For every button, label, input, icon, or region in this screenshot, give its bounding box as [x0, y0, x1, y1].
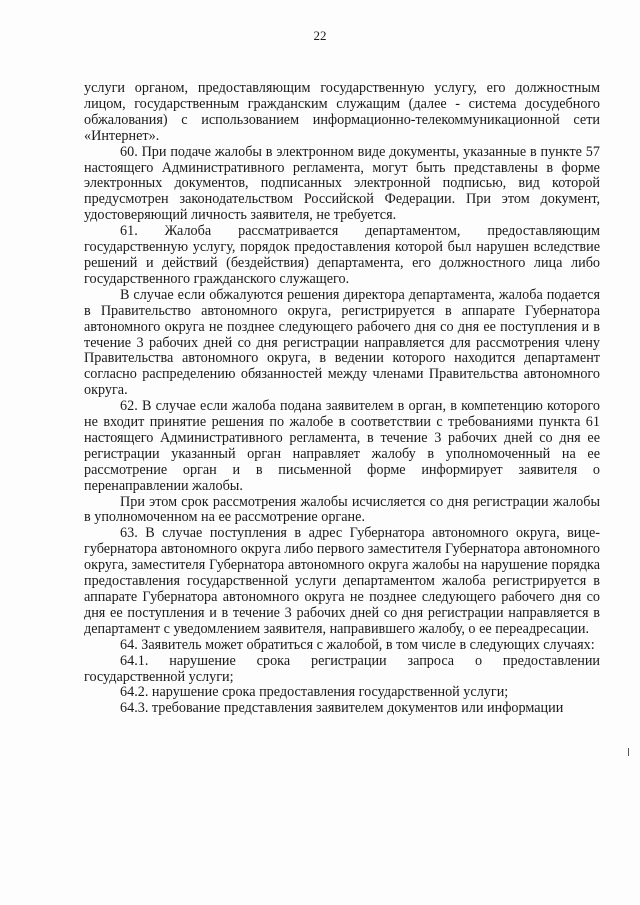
paragraph-64-3: 64.3. требование представления заявителем документов или информации	[120, 700, 564, 717]
paragraph-62-term: При этом срок рассмотрения жалобы исчисляется со дня регистрации жалобы в уполномоченном на ее рассмотрение органе.	[84, 493, 600, 526]
paragraph-63: 63. В случае поступления в адрес Губернатора автономного округа, вице-губернатора автономного округа либо первого заместителя Губернатора автономного округа, заместителя Губернатора автономного округа жалобы на нарушение порядка предоставления государственной услуги департаментом жалоба регистрируется в аппарате Губернатора автономного округа не позднее следующего рабочего дня со дня ее поступления и в течение 3 рабочих дней со дня регистрации направляется в департамент с уведомлением заявителя, направившего жалобу, о ее переадресации.	[84, 525, 600, 637]
paragraph-61-director-appeal: В случае если обжалуются решения директора департамента, жалоба подается в Правительство автономного округа, регистрируется в аппарате Губернатора автономного округа не позднее следующего рабочего дня со дня ее поступления и в течение 3 рабочих дней со дня регистрации направляется для рассмотрения члену Правительства автономного округа, в ведении которого находится департамент согласно распределению обязанностей между членами Правительства автономного округа.	[84, 286, 600, 399]
scan-margin-mark	[628, 748, 629, 756]
paragraph-62: 62. В случае если жалоба подана заявителем в орган, в компетенцию которого не входит принятие решения по жалобе в соответствии с требованиями пункта 61 настоящего Административного регламента, в течение 3 рабочих дней со дня ее регистрации указанный орган направляет жалобу в уполномоченный на ее рассмотрение орган и в письменной форме информирует заявителя о перенаправлении жалобы.	[84, 398, 600, 494]
paragraph-64-1: 64.1. нарушение срока регистрации запроса о предоставлении государственной услуги;	[84, 652, 600, 685]
paragraph-64-2: 64.2. нарушение срока предоставления государственной услуги;	[120, 684, 509, 701]
page-number: 22	[313, 28, 327, 43]
paragraph-64: 64. Заявитель может обратиться с жалобой, в том числе в следующих случаях:	[120, 636, 595, 653]
paragraph-60: 60. При подаче жалобы в электронном виде документы, указанные в пункте 57 настоящего Административного регламента, могут быть представлены в форме электронных документов, подписанных электронной подписью, вид которой предусмотрен законодательством Российской Федерации. При этом документ, удостоверяющий личность заявителя, не требуется.	[84, 143, 600, 224]
paragraph-continuation: услуги органом, предоставляющим государственную услугу, его должностным лицом, государственным гражданским служащим (далее - система досудебного обжалования) с использованием информационно-телекоммуникационной сети «Интернет».	[84, 80, 600, 144]
paragraph-61: 61. Жалоба рассматривается департаментом, предоставляющим государственную услугу, порядок предоставления которой был нарушен вследствие решений и действий (бездействия) департамента, его должностного лица либо государственного гражданского служащего.	[84, 223, 600, 287]
document-body	[84, 81, 600, 717]
